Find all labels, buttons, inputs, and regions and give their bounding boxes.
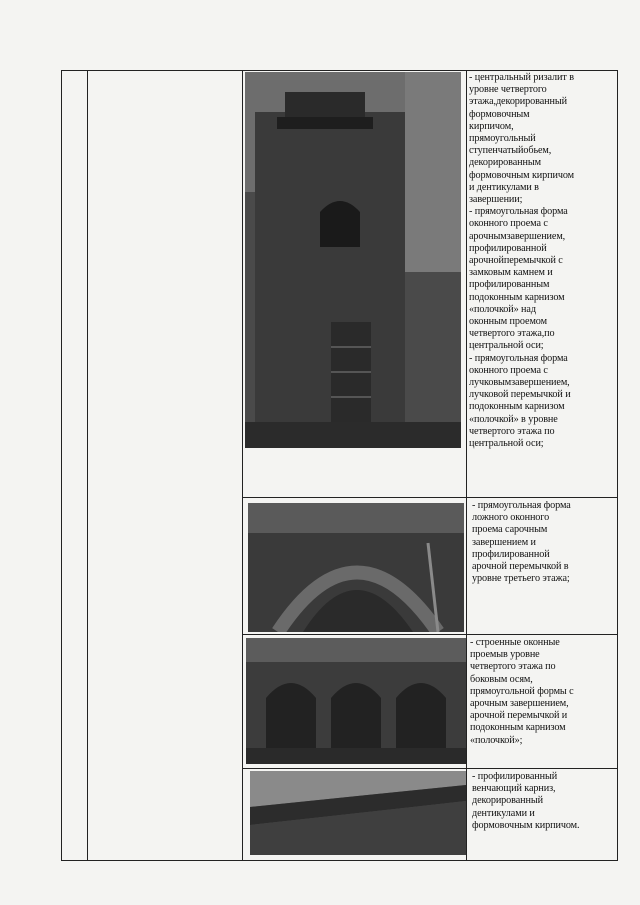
table-col-divider-1	[87, 70, 88, 861]
row-divider-3	[242, 768, 618, 769]
row-3-description: - строенные оконные проемыв уровне четвертого этажа по боковым осям, прямоугольной формы с арочным завершением, арочной перемычкой и подоконным карнизом «полочкой»;	[470, 637, 574, 746]
row-2-description: - прямоугольная форма ложного оконного проема сарочным завершением и профилированной арочной перемычкой в уровне третьего этажа;	[472, 500, 571, 585]
table-top-border	[61, 70, 618, 71]
table-col-divider-2	[242, 70, 243, 861]
building-facade-photo	[245, 72, 461, 448]
row-4-description: - профилированный венчающий карниз, декорированный дентикулами и формовочным кирпичом.	[472, 771, 580, 831]
row-divider-1	[242, 497, 618, 498]
row-divider-2	[242, 634, 618, 635]
triple-windows-photo	[246, 638, 466, 764]
table-col-divider-3	[466, 70, 467, 861]
row-1-description: - центральный ризалит в уровне четвертого этажа,декорированный формовочным кирпичом, прямоугольный ступенчатыйобьем, декорированным формовочным кирпичом и дентикулами в завершении; - прямоугольная форма оконного проема с арочнымзавершением, профилированной арочнойперемычкой с замковым камнем и профилированным подоконным карнизом «полочкой» над оконным проемом четвертого этажа,по центральной оси; - прямоугольная форма оконного проема с лучковымзавершением, лучковой перемычкой и подоконным карнизом «полочкой» в уровне четвертого этажа по центральной оси;	[469, 72, 575, 450]
table-bottom-border	[61, 860, 618, 861]
arched-window-photo	[248, 503, 464, 632]
table-left-border	[61, 70, 62, 861]
cornice-photo	[250, 771, 466, 855]
table-right-border	[617, 70, 618, 861]
